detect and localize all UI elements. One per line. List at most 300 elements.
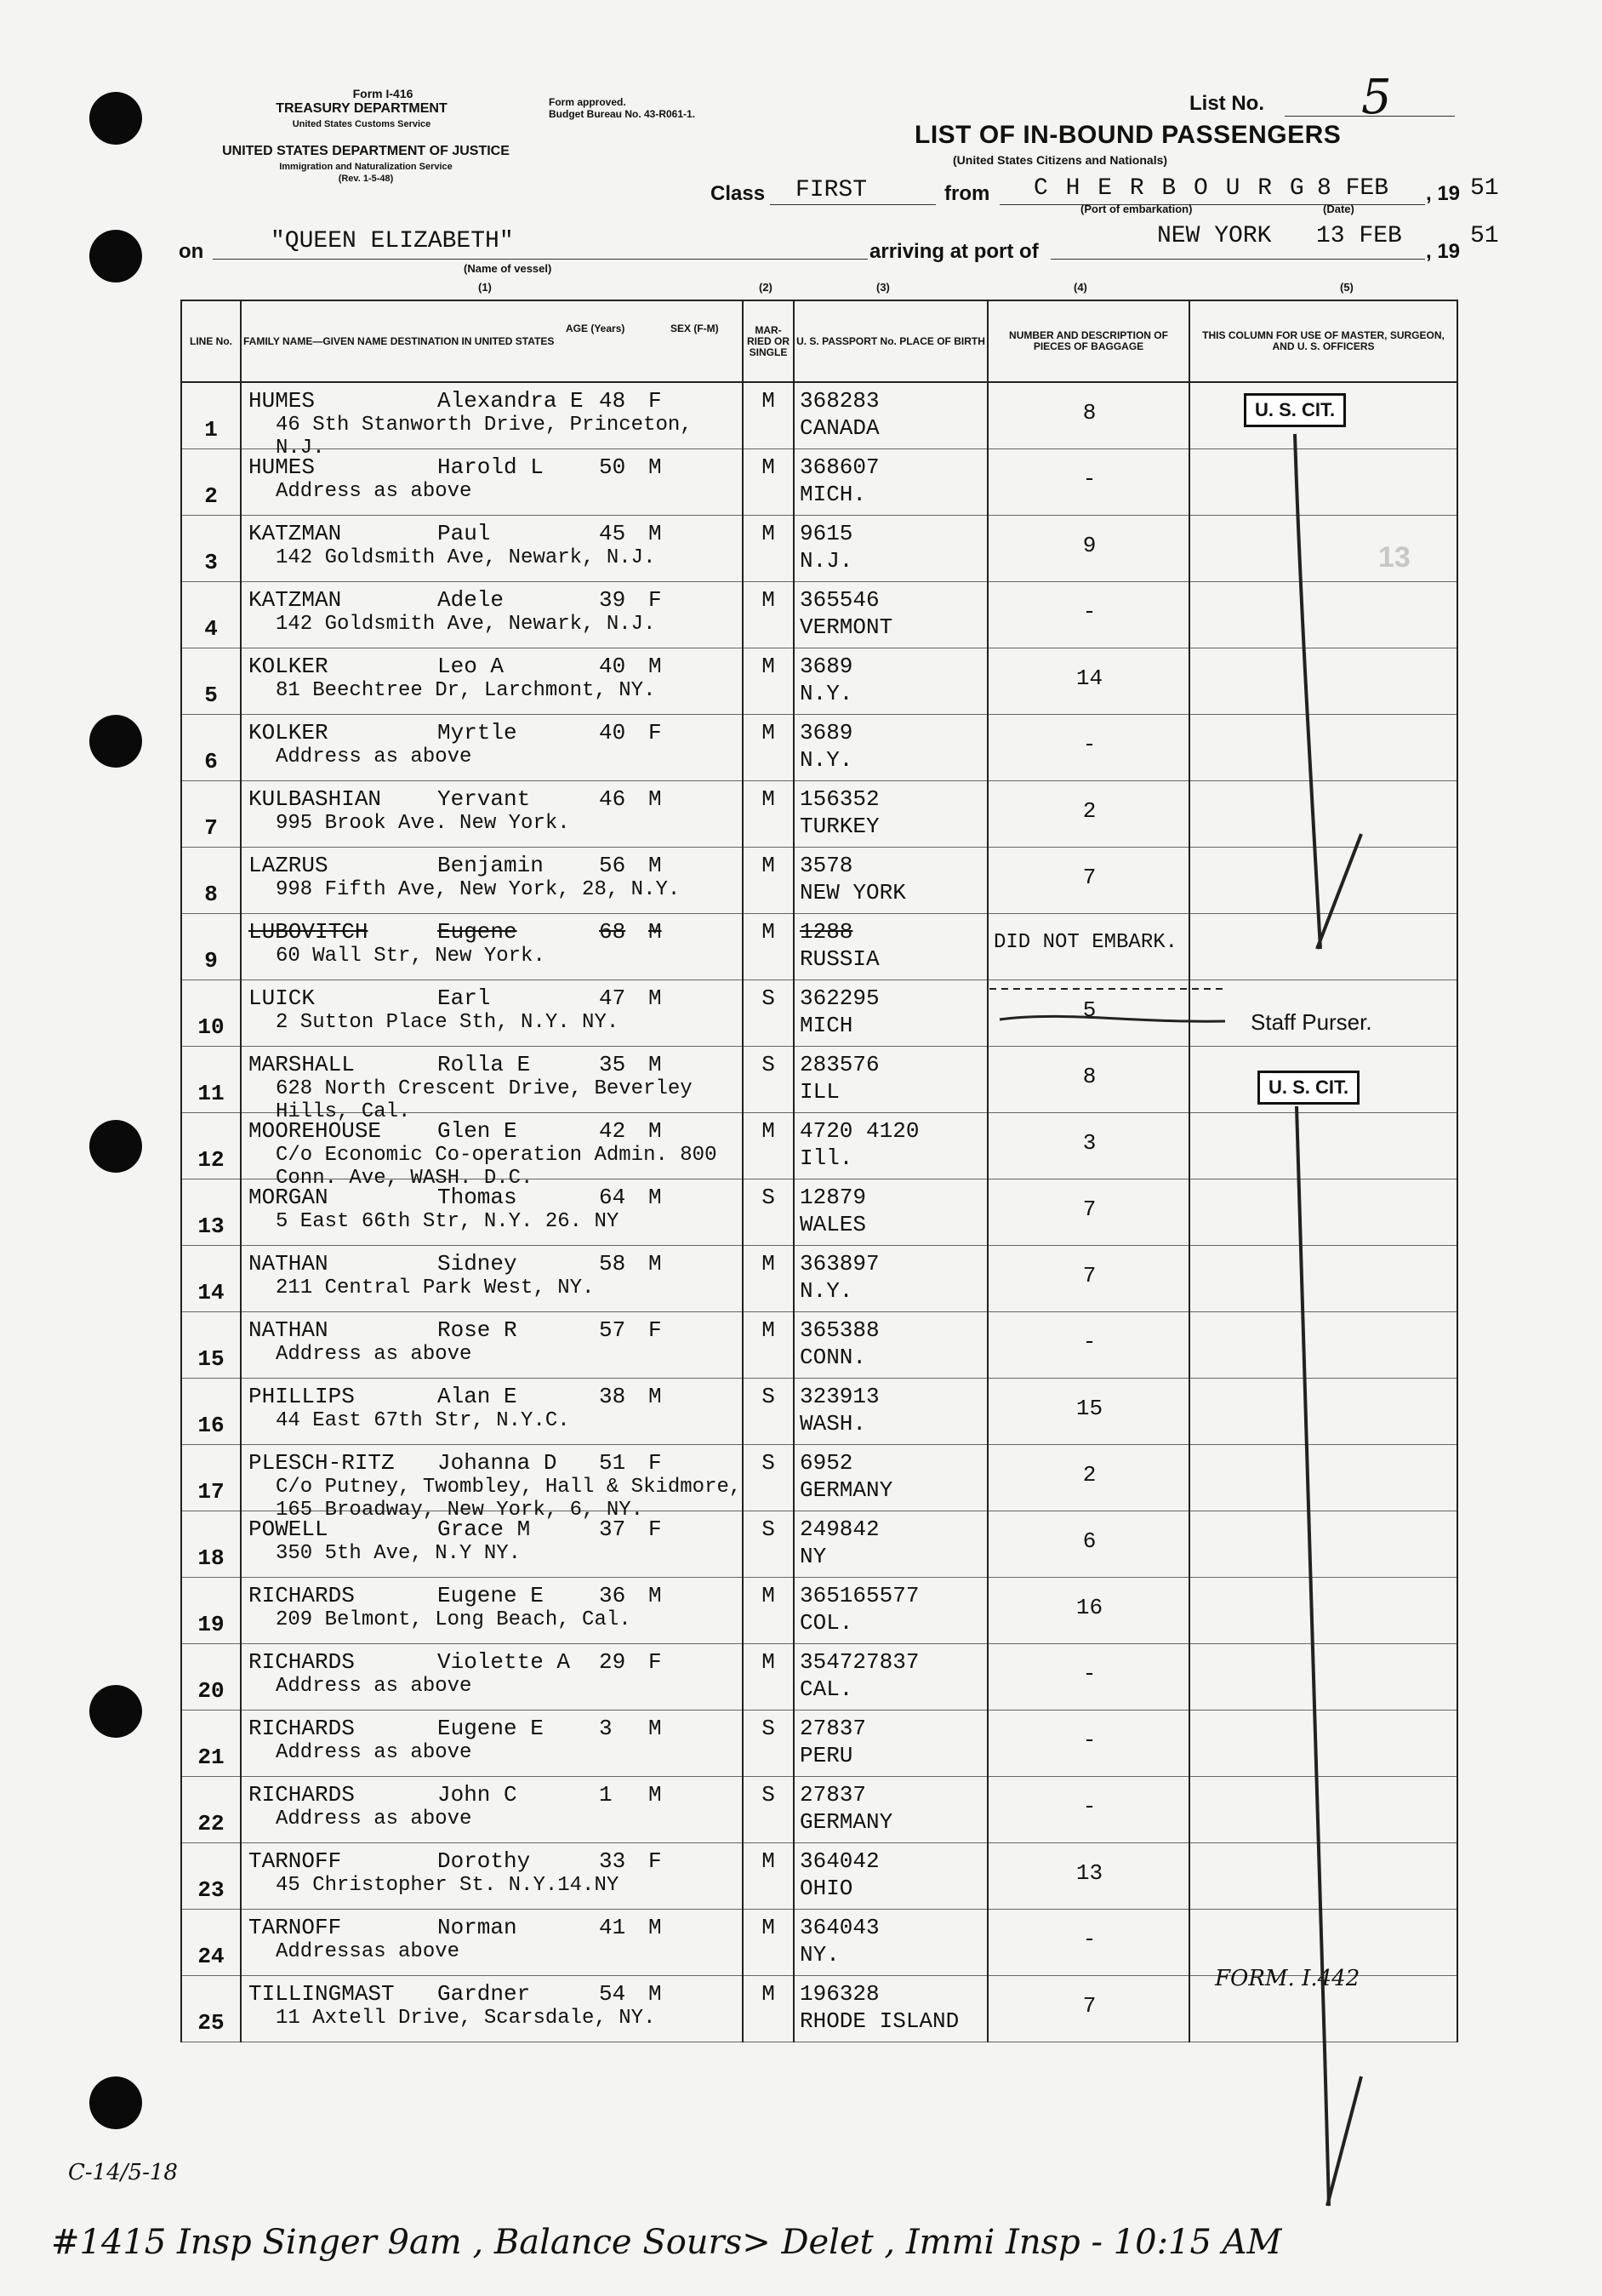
header-passport: U. S. PASSPORT No. PLACE OF BIRTH: [794, 300, 988, 382]
line-number: 16: [197, 1413, 225, 1438]
customs-service: United States Customs Service: [292, 119, 431, 129]
marital-status: S: [761, 1716, 775, 1741]
passport-number: 363897: [800, 1251, 880, 1277]
place-of-birth: MICH: [800, 1013, 853, 1038]
col-num-3: (3): [876, 281, 890, 294]
sex-value: M: [648, 1583, 662, 1608]
destination-address: Address as above: [276, 1343, 472, 1366]
family-name: MORGAN: [248, 1185, 328, 1210]
header-name: FAMILY NAME—GIVEN NAME DESTINATION IN UNITED STATES: [241, 300, 743, 382]
family-name: KATZMAN: [248, 587, 342, 613]
list-title: LIST OF IN-BOUND PASSENGERS: [915, 121, 1342, 149]
place-of-birth: NEW YORK: [800, 880, 906, 905]
given-name: Norman: [437, 1915, 517, 1940]
family-name: MARSHALL: [248, 1052, 355, 1077]
destination-address: Address as above: [276, 1741, 472, 1764]
baggage-count: 5: [1082, 997, 1097, 1023]
baggage-count: 9: [1082, 533, 1097, 558]
family-name: LUICK: [248, 985, 316, 1011]
from-date: 8 FEB: [1317, 175, 1389, 202]
age-value: 56: [599, 853, 626, 878]
place-of-birth: CONN.: [800, 1345, 867, 1370]
sex-value: F: [648, 388, 662, 414]
given-name: Leo A: [437, 654, 505, 679]
place-of-birth: N.Y.: [800, 747, 853, 773]
family-name: MOOREHOUSE: [248, 1118, 382, 1144]
passport-number: 283576: [800, 1052, 880, 1077]
passport-number: 368607: [800, 454, 880, 480]
passport-number: 354727837: [800, 1649, 920, 1675]
given-name: Sidney: [437, 1251, 517, 1277]
destination-address: Address as above: [276, 1808, 472, 1831]
staff-purser: Staff Purser.: [1251, 1009, 1372, 1035]
passport-number: 4720 4120: [800, 1118, 920, 1144]
marital-status: M: [761, 1118, 775, 1144]
destination-address: 209 Belmont, Long Beach, Cal.: [276, 1608, 631, 1631]
age-value: 58: [599, 1251, 626, 1277]
from-label: from: [944, 182, 990, 205]
family-name: PHILLIPS: [248, 1384, 355, 1409]
passport-number: 9615: [800, 521, 853, 546]
sex-value: M: [648, 654, 662, 679]
age-value: 38: [599, 1384, 626, 1409]
place-of-birth: TURKEY: [800, 814, 880, 839]
footer-handwriting: #1415 Insp Singer 9am , Balance Sours> Delet , Immi Insp - 10:15 AM: [51, 2223, 1282, 2262]
line-number: 1: [204, 417, 218, 443]
marital-status: S: [761, 985, 775, 1011]
line-number: 7: [204, 815, 218, 841]
destination-address: 998 Fifth Ave, New York, 28, N.Y.: [276, 878, 681, 901]
baggage-count: 8: [1082, 400, 1097, 426]
age-value: 68: [599, 919, 626, 945]
form-revision: (Rev. 1-5-48): [338, 174, 394, 184]
age-value: 50: [599, 454, 626, 480]
passport-number: 3689: [800, 720, 853, 745]
list-no-label: List No.: [1189, 92, 1264, 115]
department-of-justice: UNITED STATES DEPARTMENT OF JUSTICE: [222, 144, 510, 158]
line-number: 6: [204, 749, 218, 774]
sex-value: M: [648, 1915, 662, 1940]
place-of-birth: NY: [800, 1544, 827, 1569]
line-number: 19: [197, 1612, 225, 1637]
destination-address: 60 Wall Str, New York.: [276, 945, 545, 968]
sex-value: F: [648, 1649, 662, 1675]
form-approved: Form approved.: [549, 96, 626, 108]
header-line: LINE No.: [181, 300, 241, 382]
given-name: Rolla E: [437, 1052, 531, 1077]
sex-value: M: [648, 1782, 662, 1808]
baggage-count: -: [1082, 466, 1097, 492]
passport-number: 364043: [800, 1915, 880, 1940]
col-num-4: (4): [1074, 281, 1087, 294]
form-number: Form I-416: [352, 87, 413, 100]
age-value: 47: [599, 985, 626, 1011]
arrow-line: [1295, 434, 1320, 949]
port-embark-label: (Port of embarkation): [1080, 203, 1193, 215]
line-number: 3: [204, 550, 218, 575]
place-of-birth: PERU: [800, 1743, 853, 1768]
given-name: Myrtle: [437, 720, 517, 745]
marital-status: S: [761, 1516, 775, 1542]
line-number: 4: [204, 616, 218, 642]
given-name: John C: [437, 1782, 517, 1808]
age-value: 40: [599, 720, 626, 745]
marital-status: M: [761, 1848, 775, 1874]
arrow-head: [1317, 834, 1361, 949]
arrow-line: [1297, 1106, 1329, 2206]
passport-number: 27837: [800, 1716, 867, 1741]
arriving-label: arriving at port of: [869, 240, 1039, 263]
sex-value: M: [648, 1185, 662, 1210]
given-name: Eugene E: [437, 1716, 544, 1741]
family-name: KULBASHIAN: [248, 786, 382, 812]
marital-status: M: [761, 1915, 775, 1940]
family-name: KATZMAN: [248, 521, 342, 546]
marital-status: M: [761, 388, 775, 414]
line-number: 15: [197, 1346, 225, 1372]
sex-value: M: [648, 985, 662, 1011]
place-of-birth: ILL: [800, 1079, 840, 1105]
col-num-5: (5): [1340, 281, 1354, 294]
budget-bureau: Budget Bureau No. 43-R061-1.: [549, 108, 696, 120]
marital-status: M: [761, 654, 775, 679]
passport-number: 249842: [800, 1516, 880, 1542]
family-name: LAZRUS: [248, 853, 328, 878]
age-value: 46: [599, 786, 626, 812]
list-subtitle: (United States Citizens and Nationals): [953, 153, 1168, 167]
place-of-birth: GERMANY: [800, 1477, 893, 1503]
destination-address: 350 5th Ave, N.Y NY.: [276, 1542, 522, 1565]
passport-number: 1288: [800, 919, 853, 945]
given-name: Johanna D: [437, 1450, 557, 1476]
family-name: RICHARDS: [248, 1583, 355, 1608]
col-num-2: (2): [759, 281, 772, 294]
age-value: 3: [599, 1716, 613, 1741]
age-value: 36: [599, 1583, 626, 1608]
on-label: on: [179, 240, 204, 263]
header-officers: THIS COLUMN FOR USE OF MASTER, SURGEON, AND U. S. OFFICERS: [1189, 300, 1457, 382]
family-name: HUMES: [248, 388, 316, 414]
destination-address: 45 Christopher St. N.Y.14.NY: [276, 1874, 619, 1897]
family-name: NATHAN: [248, 1251, 328, 1277]
family-name: NATHAN: [248, 1317, 328, 1343]
sex-value: F: [648, 1450, 662, 1476]
date-label: (Date): [1323, 203, 1354, 215]
family-name: TARNOFF: [248, 1848, 342, 1874]
age-value: 45: [599, 521, 626, 546]
given-name: Dorothy: [437, 1848, 531, 1874]
given-name: Paul: [437, 521, 491, 546]
place-of-birth: N.Y.: [800, 681, 853, 706]
line-number: 2: [204, 483, 218, 509]
place-of-birth: NY.: [800, 1942, 840, 1968]
age-value: 54: [599, 1981, 626, 2007]
age-value: 37: [599, 1516, 626, 1542]
arrival-date: 13 FEB: [1316, 223, 1402, 249]
passport-number: 27837: [800, 1782, 867, 1808]
header-baggage: NUMBER AND DESCRIPTION OF PIECES OF BAGGAGE: [988, 300, 1189, 382]
given-name: Earl: [437, 985, 491, 1011]
marital-status: M: [761, 587, 775, 613]
line-number: 18: [197, 1545, 225, 1571]
family-name: TILLINGMAST: [248, 1981, 395, 2007]
marital-status: M: [761, 1583, 775, 1608]
place-of-birth: GERMANY: [800, 1809, 893, 1835]
destination-address: Address as above: [276, 745, 472, 768]
line-number: 17: [197, 1479, 225, 1505]
marital-status: S: [761, 1450, 775, 1476]
class-label: Class: [710, 182, 766, 205]
col-num-1: (1): [478, 281, 492, 294]
given-name: Adele: [437, 587, 505, 613]
given-name: Glen E: [437, 1118, 517, 1144]
age-value: 64: [599, 1185, 626, 1210]
header-married: MAR-RIED OR SINGLE: [743, 300, 794, 382]
sex-value: F: [648, 1848, 662, 1874]
family-name: POWELL: [248, 1516, 328, 1542]
destination-address: 628 North Crescent Drive, Beverley Hills, Cal.: [276, 1077, 693, 1123]
baggage-count: DID NOT EMBARK.: [994, 931, 1178, 954]
baggage-count: 2: [1082, 798, 1097, 824]
passport-number: 3578: [800, 853, 853, 878]
line-number: 24: [197, 1944, 225, 1969]
place-of-birth: CAL.: [800, 1676, 853, 1702]
marital-status: M: [761, 521, 775, 546]
passport-number: 362295: [800, 985, 880, 1011]
family-name: RICHARDS: [248, 1649, 355, 1675]
sex-value: M: [648, 1981, 662, 2007]
baggage-count: -: [1082, 1728, 1097, 1753]
given-name: Harold L: [437, 454, 544, 480]
place-of-birth: N.J.: [800, 548, 853, 574]
form-note: FORM. I.442: [1215, 1966, 1360, 1991]
from-year-prefix: , 19: [1426, 182, 1461, 205]
marital-status: S: [761, 1185, 775, 1210]
marital-status: M: [761, 1251, 775, 1277]
destination-address: 81 Beechtree Dr, Larchmont, NY.: [276, 679, 656, 702]
sex-value: M: [648, 1384, 662, 1409]
baggage-count: -: [1082, 1927, 1097, 1952]
given-name: Alexandra E: [437, 388, 584, 414]
destination-address: 5 East 66th Str, N.Y. 26. NY: [276, 1210, 619, 1233]
sex-value: M: [648, 521, 662, 546]
given-name: Gardner: [437, 1981, 531, 2007]
destination-address: Address as above: [276, 1675, 472, 1698]
faint-number: 13: [1378, 541, 1411, 574]
family-name: LUBOVITCH: [248, 919, 368, 945]
line-number: 11: [197, 1081, 225, 1106]
age-value: 35: [599, 1052, 626, 1077]
line-number: 25: [197, 2010, 225, 2036]
place-of-birth: OHIO: [800, 1876, 853, 1901]
baggage-count: 8: [1082, 1064, 1097, 1089]
place-of-birth: WASH.: [800, 1411, 867, 1436]
destination-address: Address as above: [276, 480, 472, 503]
from-year: 51: [1470, 175, 1499, 202]
vessel-label: (Name of vessel): [464, 262, 552, 275]
baggage-count: 7: [1082, 1263, 1097, 1288]
family-name: PLESCH-RITZ: [248, 1450, 395, 1476]
sex-value: M: [648, 454, 662, 480]
passport-number: 196328: [800, 1981, 880, 2007]
destination-address: 2 Sutton Place Sth, N.Y. NY.: [276, 1011, 619, 1034]
marital-status: M: [761, 853, 775, 878]
arrival-year-prefix: , 19: [1426, 240, 1461, 263]
passport-number: 156352: [800, 786, 880, 812]
family-name: HUMES: [248, 454, 316, 480]
place-of-birth: VERMONT: [800, 614, 893, 640]
destination-address: 142 Goldsmith Ave, Newark, N.J.: [276, 613, 656, 636]
given-name: Thomas: [437, 1185, 517, 1210]
place-of-birth: RHODE ISLAND: [800, 2008, 960, 2034]
marital-status: M: [761, 1981, 775, 2007]
passport-number: 323913: [800, 1384, 880, 1409]
treasury-department: TREASURY DEPARTMENT: [276, 101, 448, 116]
line-number: 22: [197, 1811, 225, 1836]
passport-number: 6952: [800, 1450, 853, 1476]
class-value: FIRST: [795, 177, 868, 203]
place-of-birth: CANADA: [800, 415, 880, 441]
ins-service: Immigration and Naturalization Service: [279, 162, 453, 172]
destination-address: 11 Axtell Drive, Scarsdale, NY.: [276, 2007, 656, 2030]
arrival-year: 51: [1470, 223, 1499, 249]
sex-value: F: [648, 1317, 662, 1343]
destination-address: 995 Brook Ave. New York.: [276, 812, 570, 835]
passport-number: 3689: [800, 654, 853, 679]
line-number: 14: [197, 1280, 225, 1305]
marital-status: S: [761, 1384, 775, 1409]
given-name: Yervant: [437, 786, 531, 812]
baggage-count: -: [1082, 1794, 1097, 1819]
passport-number: 12879: [800, 1185, 867, 1210]
marital-status: M: [761, 786, 775, 812]
sex-value: M: [648, 1251, 662, 1277]
place-of-birth: MICH.: [800, 482, 867, 507]
family-name: KOLKER: [248, 720, 328, 745]
sex-value: M: [648, 1118, 662, 1144]
age-value: 42: [599, 1118, 626, 1144]
baggage-count: 15: [1075, 1396, 1103, 1421]
passport-number: 368283: [800, 388, 880, 414]
destination-address: C/o Economic Co-operation Admin. 800 Conn. Ave, WASH. D.C.: [276, 1144, 717, 1190]
sex-value: F: [648, 1516, 662, 1542]
baggage-count: -: [1082, 732, 1097, 757]
given-name: Eugene: [437, 919, 517, 945]
given-name: Alan E: [437, 1384, 517, 1409]
age-value: 29: [599, 1649, 626, 1675]
place-of-birth: N.Y.: [800, 1278, 853, 1304]
place-of-birth: RUSSIA: [800, 946, 880, 972]
line-number: 21: [197, 1745, 225, 1770]
sex-value: M: [648, 853, 662, 878]
destination-address: 44 East 67th Str, N.Y.C.: [276, 1409, 570, 1432]
baggage-count: -: [1082, 1661, 1097, 1687]
age-value: 39: [599, 587, 626, 613]
age-value: 57: [599, 1317, 626, 1343]
line-number: 20: [197, 1678, 225, 1704]
marital-status: S: [761, 1052, 775, 1077]
marital-status: M: [761, 454, 775, 480]
marital-status: M: [761, 1649, 775, 1675]
sex-value: M: [648, 919, 662, 945]
age-value: 48: [599, 388, 626, 414]
place-of-birth: COL.: [800, 1610, 853, 1636]
given-name: Rose R: [437, 1317, 517, 1343]
passport-number: 365388: [800, 1317, 880, 1343]
destination-address: 142 Goldsmith Ave, Newark, N.J.: [276, 546, 656, 569]
baggage-count: 16: [1075, 1595, 1103, 1620]
sex-value: M: [648, 786, 662, 812]
sex-value: M: [648, 1052, 662, 1077]
signature: [1000, 1016, 1225, 1021]
baggage-count: 7: [1082, 1993, 1097, 2019]
baggage-count: 7: [1082, 865, 1097, 890]
marital-status: M: [761, 1317, 775, 1343]
age-value: 1: [599, 1782, 613, 1808]
marital-status: S: [761, 1782, 775, 1808]
line-number: 12: [197, 1147, 225, 1173]
line-number: 8: [204, 882, 218, 907]
baggage-count: 3: [1082, 1130, 1097, 1156]
baggage-count: 14: [1075, 665, 1103, 691]
line-number: 10: [197, 1014, 225, 1040]
baggage-count: 6: [1082, 1528, 1097, 1554]
given-name: Eugene E: [437, 1583, 544, 1608]
place-of-birth: Ill.: [800, 1145, 853, 1171]
header-sex: SEX (F-M): [670, 323, 719, 334]
destination-address: 46 Sth Stanworth Drive, Princeton, N.J.: [276, 414, 693, 460]
sex-value: M: [648, 1716, 662, 1741]
line-number: 5: [204, 683, 218, 708]
marital-status: M: [761, 720, 775, 745]
age-value: 33: [599, 1848, 626, 1874]
arrow-head: [1327, 2076, 1361, 2206]
us-cit-stamp: U. S. CIT.: [1244, 393, 1346, 427]
age-value: 41: [599, 1915, 626, 1940]
destination-address: Addressas above: [276, 1940, 460, 1963]
family-name: RICHARDS: [248, 1782, 355, 1808]
list-number: 5: [1361, 70, 1392, 125]
baggage-count: 13: [1075, 1860, 1103, 1886]
sex-value: F: [648, 587, 662, 613]
age-value: 51: [599, 1450, 626, 1476]
baggage-count: -: [1082, 1329, 1097, 1355]
vessel-name: "QUEEN ELIZABETH": [271, 228, 514, 254]
baggage-count: -: [1082, 599, 1097, 625]
family-name: TARNOFF: [248, 1915, 342, 1940]
given-name: Benjamin: [437, 853, 544, 878]
margin-note: C-14/5-18: [68, 2160, 178, 2185]
from-port: C H E R B O U R G: [1034, 175, 1306, 202]
passport-number: 365165577: [800, 1583, 920, 1608]
arrival-port: NEW YORK: [1157, 223, 1272, 249]
line-number: 13: [197, 1214, 225, 1239]
line-number: 9: [204, 948, 218, 974]
passport-number: 365546: [800, 587, 880, 613]
marital-status: M: [761, 919, 775, 945]
destination-address: C/o Putney, Twombley, Hall & Skidmore, 165 Broadway, New York, 6, NY.: [276, 1476, 742, 1522]
family-name: RICHARDS: [248, 1716, 355, 1741]
baggage-count: 7: [1082, 1197, 1097, 1222]
line-number: 23: [197, 1877, 225, 1903]
place-of-birth: WALES: [800, 1212, 867, 1237]
us-cit-stamp: U. S. CIT.: [1257, 1071, 1360, 1105]
family-name: KOLKER: [248, 654, 328, 679]
destination-address: 211 Central Park West, NY.: [276, 1277, 595, 1299]
baggage-count: 2: [1082, 1462, 1097, 1488]
passport-number: 364042: [800, 1848, 880, 1874]
given-name: Violette A: [437, 1649, 571, 1675]
